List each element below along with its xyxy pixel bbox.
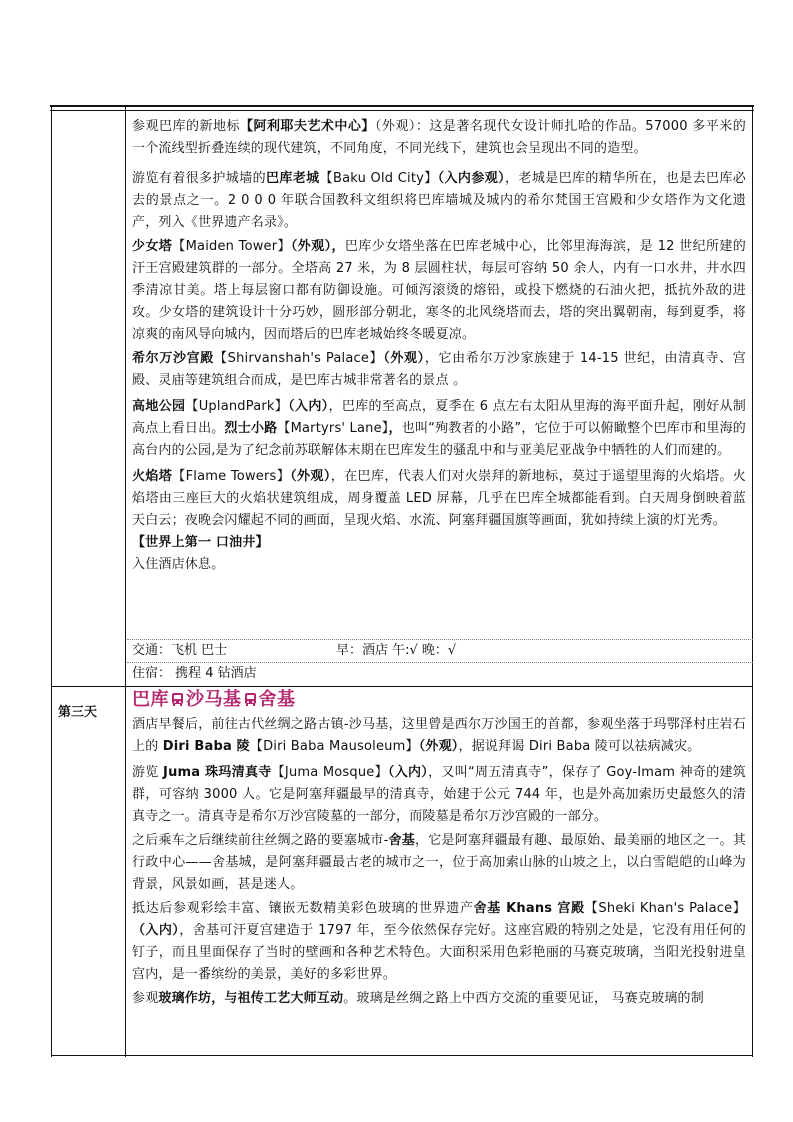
title-city-3: 舍基: [258, 689, 296, 710]
highlight: 舍基 Khans 宫殿: [473, 901, 585, 916]
text: 【Shirvanshah's Palace】: [213, 351, 384, 366]
highlight: 【阿利耶夫艺术中心】: [239, 119, 375, 134]
day2-paragraph-maiden-tower: [132, 236, 746, 346]
highlight: （入内参观）: [437, 171, 506, 186]
day3-paragraph-glass-workshop: [132, 988, 746, 1010]
day2-content: [132, 116, 746, 576]
text: 【UplandPark】: [185, 399, 289, 414]
text: ，在巴库，代表人们对火崇拜的新地标，莫过于遥望里海的火焰塔。火焰塔由三座巨大的火焰状建筑组成，周身覆盖 LED 屏幕，几乎在巴库全城都能看到。白天周身倒映着蓝天白云；夜晚会闪耀起不同的画面，呈现火焰、水流、阿塞拜疆国旗等画面，犹如持续上演的灯光秀。: [132, 469, 746, 528]
table-column-divider: [125, 105, 126, 1057]
transport-text: 交通：飞机 巴士: [132, 643, 228, 658]
table-left-border: [51, 105, 52, 1057]
highlight: 希尔万沙宫殿: [132, 351, 214, 366]
highlight: 烈士小路: [224, 421, 278, 436]
text: （外观）：这是著名现代女设计师扎哈的作品。57000 多平米的一个流线型折叠连续的现代建筑，不同角度，不同光线下，建筑也会呈现出不同的造型。: [132, 119, 746, 156]
highlight: 火焰塔: [132, 469, 173, 484]
text: 。玻璃是丝绸之路上中西方交流的重要见证， 马赛克玻璃的制: [343, 991, 704, 1006]
text: ，老城是巴库的精华所在，也是去巴库必去的景点之一。2 0 0 0 年联合国教科文组织将巴库墙城及城内的希尔梵国王宫殿和少女塔作为文化遗产，列入《世界遗产名录》。: [132, 171, 746, 230]
meals-text: 早：酒店 午:√ 晚：√: [336, 643, 457, 658]
table-bottom-border: [51, 1055, 753, 1056]
day3-content: [132, 714, 746, 1010]
day2-oil-well-heading: 【世界上第一 口油井】: [132, 535, 269, 550]
highlight: （入内）: [387, 765, 429, 780]
text: 也叫“殉教者的小路”，它位于可以俯瞰整个巴库市和里海的高台内的公园,是为了纪念前苏联解体末期在巴库发生的骚乱中和与亚美尼亚战争中牺牲的人们而建的。: [132, 421, 746, 458]
text: 【Juma Mosque】: [271, 765, 388, 780]
highlight: 舍基: [388, 833, 415, 848]
highlight: 少女塔: [132, 239, 173, 254]
text: 【Martyrs' Lane】: [277, 421, 389, 436]
highlight: （外观），: [290, 239, 345, 254]
text: 游览: [132, 765, 164, 780]
highlight: （入内）: [132, 923, 180, 938]
highlight: （外观）: [383, 351, 425, 366]
text: 酒店早餐后，前往古代丝绸之路古镇-沙马基，这里曾是西尔万沙国王的首都，参观坐落于玛鄂泽村庄岩石上的: [132, 717, 746, 754]
highlight: 高地公园: [132, 399, 186, 414]
text: 【Maiden Tower】: [172, 239, 291, 254]
highlight: （外观）: [290, 469, 331, 484]
text: 之后乘车之后继续前往丝绸之路的要塞城市-: [132, 833, 389, 848]
text: 参观: [132, 991, 159, 1006]
day2-paragraph-shirvanshah: [132, 348, 746, 392]
text: ，它是阿塞拜疆最有趣、最原始、最美丽的地区之一。其行政中心——舍基城，是阿塞拜疆最古老的城市之一，位于高加索山脉的山坡之上，以白雪皑皑的山峰为背景，风景如画，甚是迷人。: [132, 833, 746, 892]
text: 【Sheki Khan's Palace】: [584, 901, 746, 916]
day2-transport-row: [132, 640, 227, 662]
day3-paragraph-diri-baba: [132, 714, 746, 758]
table-top-border: [50, 105, 754, 107]
day3-title: [132, 687, 296, 713]
text: 抵达后参观彩绘丰富、镶嵌无数精美彩色玻璃的世界遗产: [132, 901, 474, 916]
text: 参观巴库的新地标: [132, 119, 240, 134]
day2-paragraph-flame-towers: [132, 466, 746, 532]
day3-paragraph-khans-palace: [132, 898, 746, 986]
day3-paragraph-juma-mosque: [132, 762, 746, 828]
highlight: 玻璃作坊，与祖传工艺大师互动: [158, 991, 344, 1006]
highlight: （外观）: [418, 739, 459, 754]
text: ，又叫“周五清真寺”，保存了 Goy-Imam 神奇的建筑群，可容纳 3000 人。它是阿塞拜疆最早的清真寺，始建于公元 744 年，也是外高加索历史最悠久的清真寺之一。清真寺是希尔万沙宫陵墓的一部分，而陵墓是希尔万沙宫殿的一部分。: [132, 765, 746, 824]
text: ，它由希尔万沙家族建于 14-15 世纪，由清真寺、宫殿、灵庙等建筑组合而成，是巴库古城非常著名的景点 。: [132, 351, 746, 388]
bus-icon: [171, 692, 184, 707]
text: 【Flame Towers】: [172, 469, 291, 484]
title-city-2: 沙马基: [186, 689, 242, 710]
highlight: ，: [388, 421, 402, 436]
day2-hotel-row: [132, 663, 257, 685]
text: ，据说拜谒 Diri Baba 陵可以祛病减灾。: [458, 739, 701, 754]
day2-paragraph-art-center: [132, 116, 746, 160]
highlight: （入内）: [288, 399, 329, 414]
text: 【Baku Old City】: [319, 171, 438, 186]
day3-paragraph-sheki: [132, 830, 746, 896]
highlight: Juma 珠玛清真寺: [163, 765, 272, 780]
hotel-text: 住宿： 携程 4 钻酒店: [132, 666, 257, 681]
text: ，舍基可汗夏宫建造于 1797 年，至今依然保存完好。这座宫殿的特别之处是，它没有用任何的钉子，而且里面保存了当时的壁画和各种艺术特色。大面积采用色彩艳丽的马赛克玻璃，当阳光投射进皇宫内，是一番缤纷的美景，美好的多彩世界。: [132, 923, 746, 982]
table-top-inner-border: [50, 110, 754, 111]
table-right-border: [752, 105, 753, 1057]
day2-hotel-rest: 入住酒店休息。: [132, 557, 225, 572]
text: 【Diri Baba Mausoleum】: [249, 739, 419, 754]
text: 游览有着很多护城墙的: [132, 171, 266, 186]
text: 巴库少女塔坐落在巴库老城中心，比邻里海海滨，是 12 世纪所建的汗王宫殿建筑群的一部分。全塔高 27 米，为 8 层圆柱状，每层可容纳 50 余人，内有一口水井，井水四季清凉甘美。塔上每层窗口都有防御设施。可倾泻滚烫的熔铅，或投下燃烧的石油火把，抵抗外敌的进攻。少女塔的建筑设计十分巧妙，圆形部分朝北，寒冬的北风绕塔而去，塔的突出翼朝南，每到夏季，将凉爽的南风导向城内，因而塔后的巴库老城始终冬暖夏凉。: [132, 239, 746, 342]
highlight: 巴库老城: [265, 171, 320, 186]
day2-paragraph-old-city: [132, 168, 746, 234]
text: ，巴库的至高点，夏季在 6 点左右太阳从里海的海平面升起，刚好从制高点上看日出。: [132, 399, 746, 436]
highlight: Diri Baba 陵: [162, 739, 250, 754]
bus-icon: [244, 692, 257, 707]
day2-paragraph-upland-park: [132, 396, 746, 462]
day3-label: 第三天: [58, 705, 98, 720]
day2-meals-row: [336, 640, 456, 662]
title-city-1: 巴库: [132, 689, 169, 710]
